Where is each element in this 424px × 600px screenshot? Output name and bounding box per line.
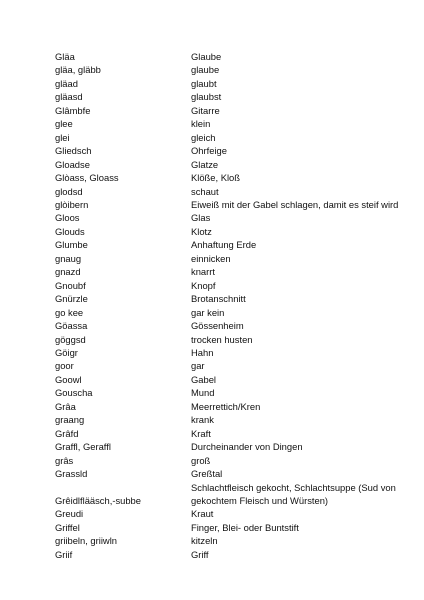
glossary-meaning: kitzeln <box>191 535 218 547</box>
glossary-meaning: Glatze <box>191 158 219 170</box>
glossary-row <box>55 252 400 265</box>
glossary-term: Gouscha <box>55 387 93 399</box>
glossary-term: Glòass, Gloass <box>55 172 119 184</box>
glossary-meaning: Glaube <box>191 51 222 62</box>
glossary-term: Grâfd <box>55 427 79 439</box>
glossary-row <box>55 279 400 292</box>
glossary-meaning: Finger, Blei- oder Buntstift <box>191 521 299 533</box>
glossary-term: gläad <box>55 77 78 89</box>
glossary-meaning: klein <box>191 118 211 130</box>
glossary-row <box>55 467 400 480</box>
glossary-meaning: einnicken <box>191 252 231 264</box>
glossary-term: gnaug <box>55 252 82 264</box>
glossary-term: Gloos <box>55 212 80 224</box>
glossary-term: Gnürzle <box>55 293 88 305</box>
glossary-row <box>55 413 400 426</box>
glossary-row <box>55 185 400 198</box>
glossary-meaning: Klotz <box>191 225 212 237</box>
glossary-meaning: gar kein <box>191 306 225 318</box>
glossary-meaning: gleich <box>191 131 216 143</box>
glossary-meaning: gar <box>191 360 205 372</box>
glossary-term: glodsd <box>55 185 83 197</box>
glossary-meaning: Anhaftung Erde <box>191 239 257 251</box>
glossary-term: Glâmbfe <box>55 104 91 116</box>
glossary-term: Griif <box>55 548 73 560</box>
glossary-meaning: Knopf <box>191 279 216 291</box>
glossary-meaning: Griff <box>191 548 209 560</box>
glossary-term: gläasd <box>55 91 83 103</box>
glossary-row <box>55 534 400 547</box>
glossary-row <box>55 171 400 184</box>
glossary-row <box>55 104 400 117</box>
glossary-term: Greudi <box>55 508 84 520</box>
glossary-meaning: Mund <box>191 387 215 399</box>
glossary-term: grâs <box>55 454 74 466</box>
glossary-term: Glouds <box>55 225 85 237</box>
glossary-meaning: glaube <box>191 64 220 76</box>
glossary-row <box>55 386 400 399</box>
glossary-term: gnazd <box>55 266 81 278</box>
glossary-row <box>55 373 400 386</box>
glossary-row <box>55 427 400 440</box>
glossary-row <box>55 131 400 144</box>
glossary-term: Grassld <box>55 468 88 480</box>
glossary-row <box>55 211 400 224</box>
glossary-meaning: Schlachtfleisch gekocht, Schlachtsuppe (Sud von gekochtem Fleisch und Würsten) <box>191 481 396 506</box>
glossary-term: Grêidlflääsch,-subbe <box>55 494 141 506</box>
glossary-meaning: Brotanschnitt <box>191 293 246 305</box>
glossary-term: Gloadse <box>55 158 90 170</box>
glossary-term: go kee <box>55 306 84 318</box>
glossary-meaning: schaut <box>191 185 219 197</box>
glossary-row <box>55 346 400 359</box>
glossary-term: Goowl <box>55 373 82 385</box>
glossary-meaning: glaubst <box>191 91 222 103</box>
glossary-meaning: Durcheinander von Dingen <box>191 441 303 453</box>
glossary-term: Gläa <box>55 51 75 62</box>
glossary-row <box>55 90 400 103</box>
glossary-term: Gliedsch <box>55 145 92 157</box>
glossary-meaning: Gitarre <box>191 104 220 116</box>
glossary-term: glòibern <box>55 198 89 210</box>
glossary-meaning: Klöße, Kloß <box>191 172 240 184</box>
glossary-term: Glumbe <box>55 239 88 251</box>
glossary-row <box>55 454 400 467</box>
glossary-term: Graffl, Geraffl <box>55 441 111 453</box>
glossary-row <box>55 440 400 453</box>
glossary-table <box>55 50 400 561</box>
glossary-row <box>55 481 400 508</box>
glossary-meaning: Kraft <box>191 427 211 439</box>
glossary-term: Grâa <box>55 400 76 412</box>
glossary-row <box>55 292 400 305</box>
glossary-term: goor <box>55 360 74 372</box>
glossary-term: graang <box>55 414 85 426</box>
glossary-meaning: groß <box>191 454 211 466</box>
glossary-term: griibeln, griiwln <box>55 535 118 547</box>
glossary-row <box>55 521 400 534</box>
glossary-row <box>55 400 400 413</box>
glossary-row <box>55 144 400 157</box>
glossary-term: Göassa <box>55 320 88 332</box>
glossary-row <box>55 63 400 76</box>
glossary-term: Griffel <box>55 521 80 533</box>
glossary-meaning: trocken husten <box>191 333 253 345</box>
glossary-row <box>55 238 400 251</box>
glossary-row <box>55 507 400 520</box>
glossary-row <box>55 225 400 238</box>
glossary-term: glee <box>55 118 73 130</box>
glossary-meaning: knarrt <box>191 266 215 278</box>
glossary-meaning: glaubt <box>191 77 217 89</box>
glossary-meaning: Hahn <box>191 346 214 358</box>
glossary-row <box>55 359 400 372</box>
glossary-row <box>55 333 400 346</box>
glossary-row <box>55 50 400 63</box>
glossary-row <box>55 158 400 171</box>
glossary-meaning: Gabel <box>191 373 217 385</box>
glossary-row <box>55 306 400 319</box>
glossary-row <box>55 117 400 130</box>
glossary-meaning: Eiweiß mit der Gabel schlagen, damit es steif wird <box>191 198 399 210</box>
glossary-meaning: Glas <box>191 212 211 224</box>
glossary-meaning: Greßtal <box>191 468 223 480</box>
glossary-meaning: Gössenheim <box>191 320 244 332</box>
glossary-term: Göigr <box>55 346 78 358</box>
glossary-row <box>55 198 400 211</box>
glossary-term: gläa, gläbb <box>55 64 101 76</box>
glossary-row <box>55 319 400 332</box>
glossary-term: göggsd <box>55 333 86 345</box>
glossary-row <box>55 265 400 278</box>
glossary-term: Gnoubf <box>55 279 86 291</box>
glossary-term: glei <box>55 131 70 143</box>
glossary-meaning: Meerrettich/Kren <box>191 400 261 412</box>
glossary-meaning: Ohrfeige <box>191 145 227 157</box>
glossary-row <box>55 548 400 561</box>
glossary-meaning: krank <box>191 414 214 426</box>
glossary-row <box>55 77 400 90</box>
glossary-meaning: Kraut <box>191 508 214 520</box>
